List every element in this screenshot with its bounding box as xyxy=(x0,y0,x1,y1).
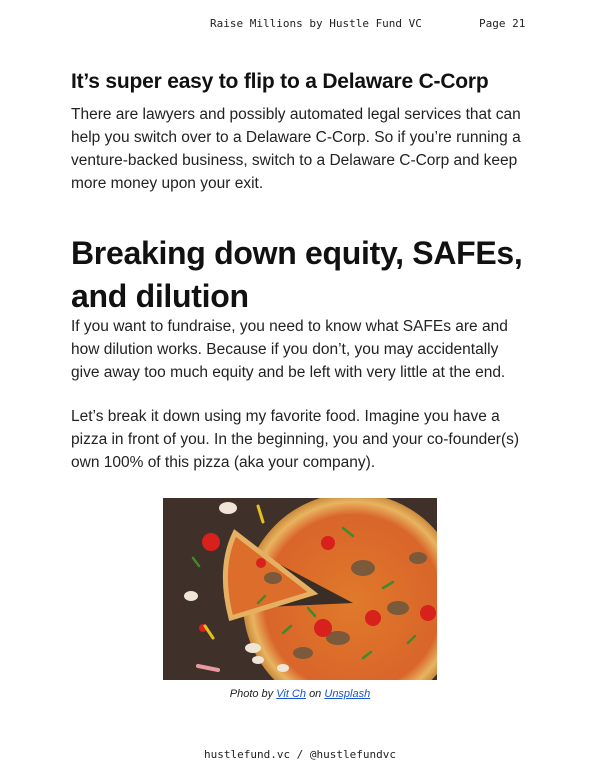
photo-caption xyxy=(0,688,600,700)
section-body-delaware xyxy=(71,103,531,195)
pizza-illustration xyxy=(163,498,437,680)
paragraph-delaware: There are lawyers and possibly automated legal services that can help you switch over to a Delaware C-Corp. So if you’re running a venture-backed business, switch to a Delaware C-Corp and keep more money upon your exit. xyxy=(71,106,521,192)
page-footer: hustlefund.vc / @hustlefundvc xyxy=(203,748,397,761)
pizza-photo xyxy=(163,498,437,680)
section-heading-delaware: It’s super easy to flip to a Delaware C-Corp xyxy=(71,70,489,93)
section-body-pizza xyxy=(71,405,531,474)
author-link[interactable]: Vit Ch xyxy=(276,688,306,700)
section-heading-equity: Breaking down equity, SAFEs, and dilution xyxy=(71,235,523,314)
unsplash-link[interactable]: Unsplash xyxy=(324,688,371,700)
page-number: Page 21 xyxy=(479,17,526,30)
document-title: Raise Millions by Hustle Fund VC xyxy=(210,17,422,30)
section-body-equity xyxy=(71,315,531,384)
page-header xyxy=(0,17,600,33)
caption-prefix: Photo by xyxy=(229,688,274,700)
paragraph-pizza: Let’s break it down using my favorite food. Imagine you have a pizza in front of you. In the beginning, you and your co-founder(s) own 100% of this pizza (aka your company). xyxy=(71,408,520,471)
paragraph-safes: If you want to fundraise, you need to know what SAFEs are and how dilution works. Because if you don’t, you may accidentally give away too much equity and be left with very little at the end. xyxy=(71,318,508,381)
caption-middle: on xyxy=(309,688,322,700)
